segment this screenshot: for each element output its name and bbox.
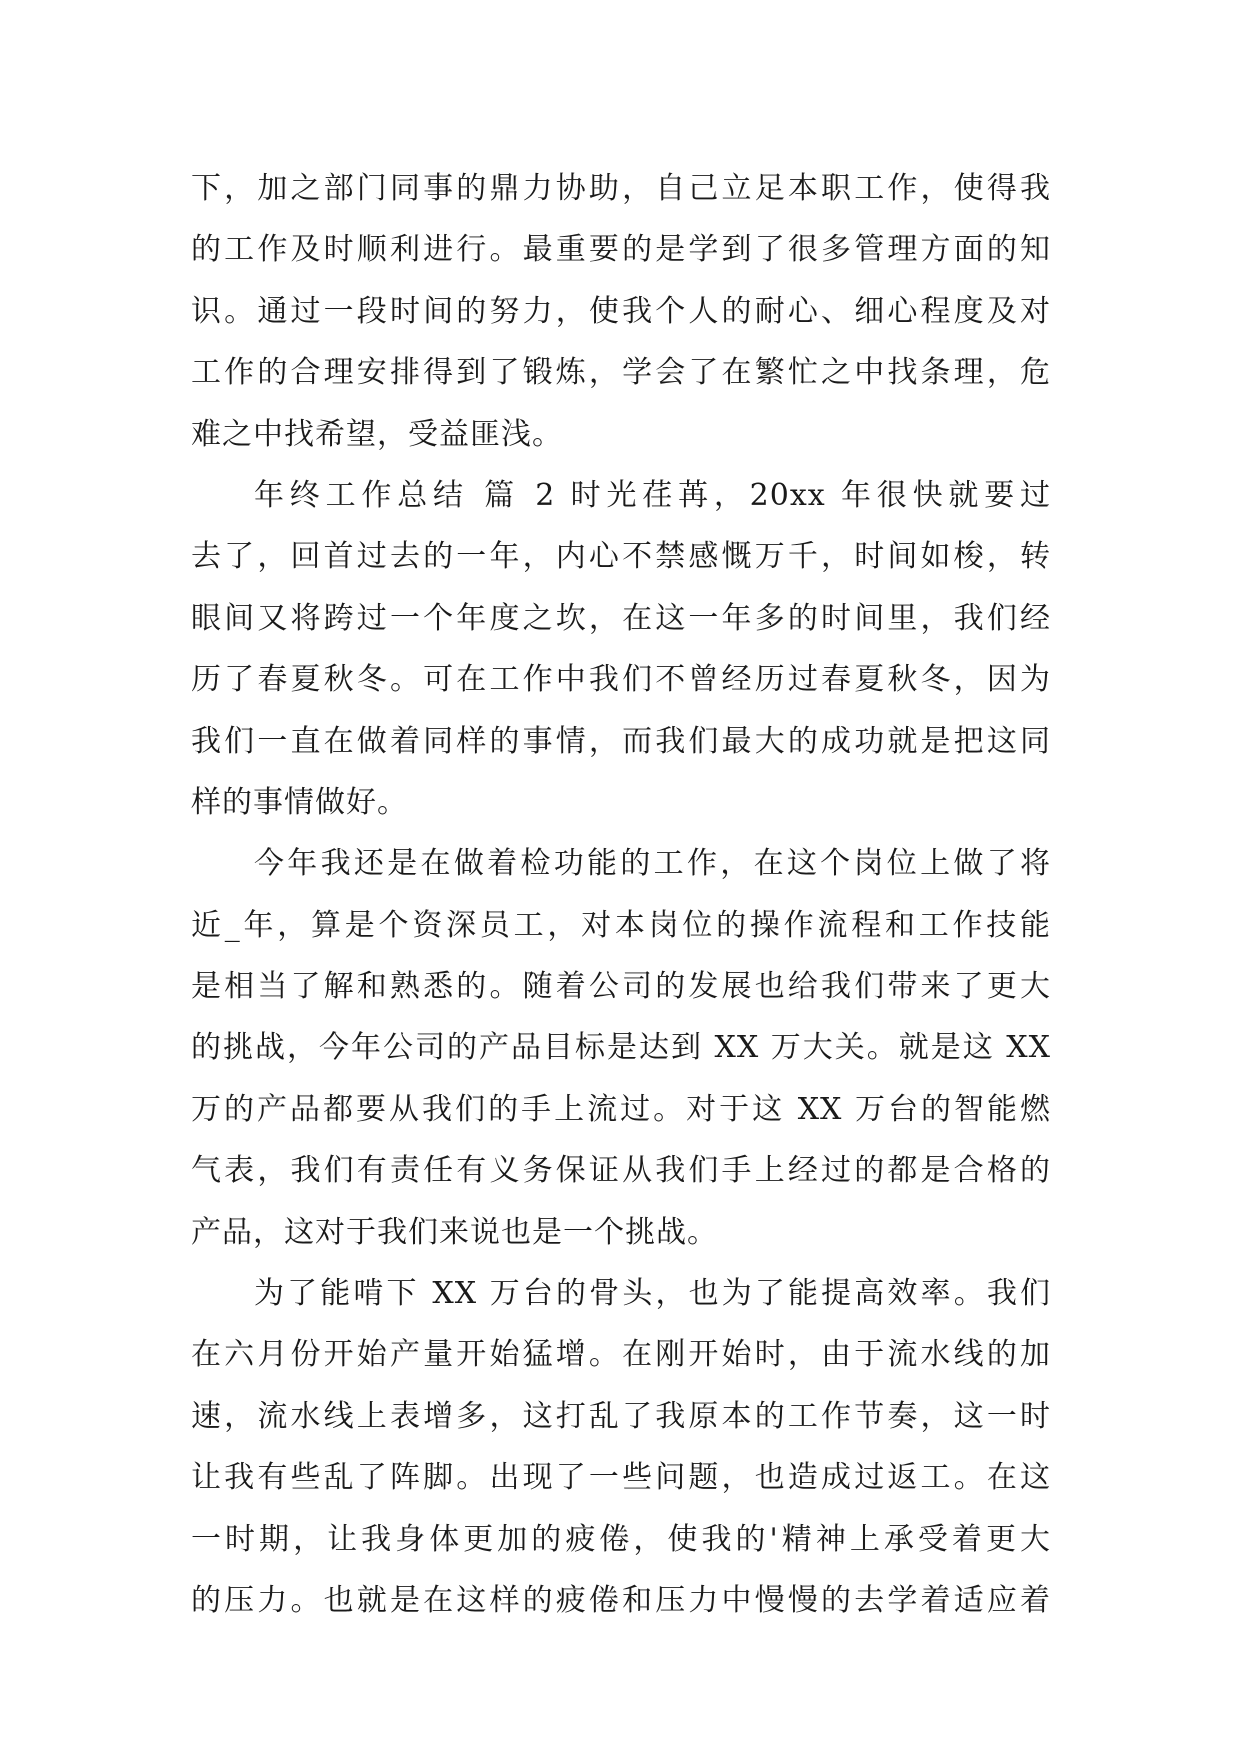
- text-line: 的压力。也就是在这样的疲倦和压力中慢慢的去学着适应着: [191, 1582, 1051, 1618]
- text-line: 让我有些乱了阵脚。出现了一些问题，也造成过返工。在这: [191, 1460, 1051, 1496]
- text-line: 的工作及时顺利进行。最重要的是学到了很多管理方面的知: [191, 232, 1051, 268]
- text-line: 在六月份开始产量开始猛增。在刚开始时，由于流水线的加: [191, 1337, 1051, 1373]
- text-line: 难之中找希望，受益匪浅。: [191, 416, 563, 452]
- text-line: 气表，我们有责任有义务保证从我们手上经过的都是合格的: [191, 1153, 1051, 1189]
- text-line: 历了春夏秋冬。可在工作中我们不曾经历过春夏秋冬，因为: [191, 662, 1051, 698]
- text-line: 为了能啃下 XX 万台的骨头，也为了能提高效率。我们: [254, 1276, 1051, 1312]
- text-line: 万的产品都要从我们的手上流过。对于这 XX 万台的智能燃: [191, 1091, 1051, 1127]
- text-line: 近_年，算是个资深员工，对本岗位的操作流程和工作技能: [191, 907, 1051, 943]
- text-line: 年终工作总结 篇 2 时光荏苒，20xx 年很快就要过: [254, 477, 1051, 513]
- text-line: 产品，这对于我们来说也是一个挑战。: [191, 1214, 718, 1250]
- text-line: 一时期，让我身体更加的疲倦，使我的'精神上承受着更大: [191, 1521, 1051, 1557]
- text-line: 我们一直在做着同样的事情，而我们最大的成功就是把这同: [191, 723, 1051, 759]
- text-line: 眼间又将跨过一个年度之坎，在这一年多的时间里，我们经: [191, 600, 1051, 636]
- text-line: 今年我还是在做着检功能的工作，在这个岗位上做了将: [254, 846, 1051, 882]
- text-line: 样的事情做好。: [191, 784, 408, 820]
- text-line: 速，流水线上表增多，这打乱了我原本的工作节奏，这一时: [191, 1398, 1051, 1434]
- text-line: 是相当了解和熟悉的。随着公司的发展也给我们带来了更大: [191, 969, 1051, 1005]
- text-line: 识。通过一段时间的努力，使我个人的耐心、细心程度及对: [191, 293, 1051, 329]
- text-line: 下，加之部门同事的鼎力协助，自己立足本职工作，使得我: [191, 171, 1051, 206]
- text-line: 的挑战，今年公司的产品目标是达到 XX 万大关。就是这 XX: [191, 1030, 1051, 1066]
- document-body: [191, 158, 1051, 1631]
- text-line: 工作的合理安排得到了锻炼，学会了在繁忙之中找条理，危: [191, 355, 1051, 391]
- text-line: 去了，回首过去的一年，内心不禁感慨万千，时间如梭，转: [191, 539, 1051, 575]
